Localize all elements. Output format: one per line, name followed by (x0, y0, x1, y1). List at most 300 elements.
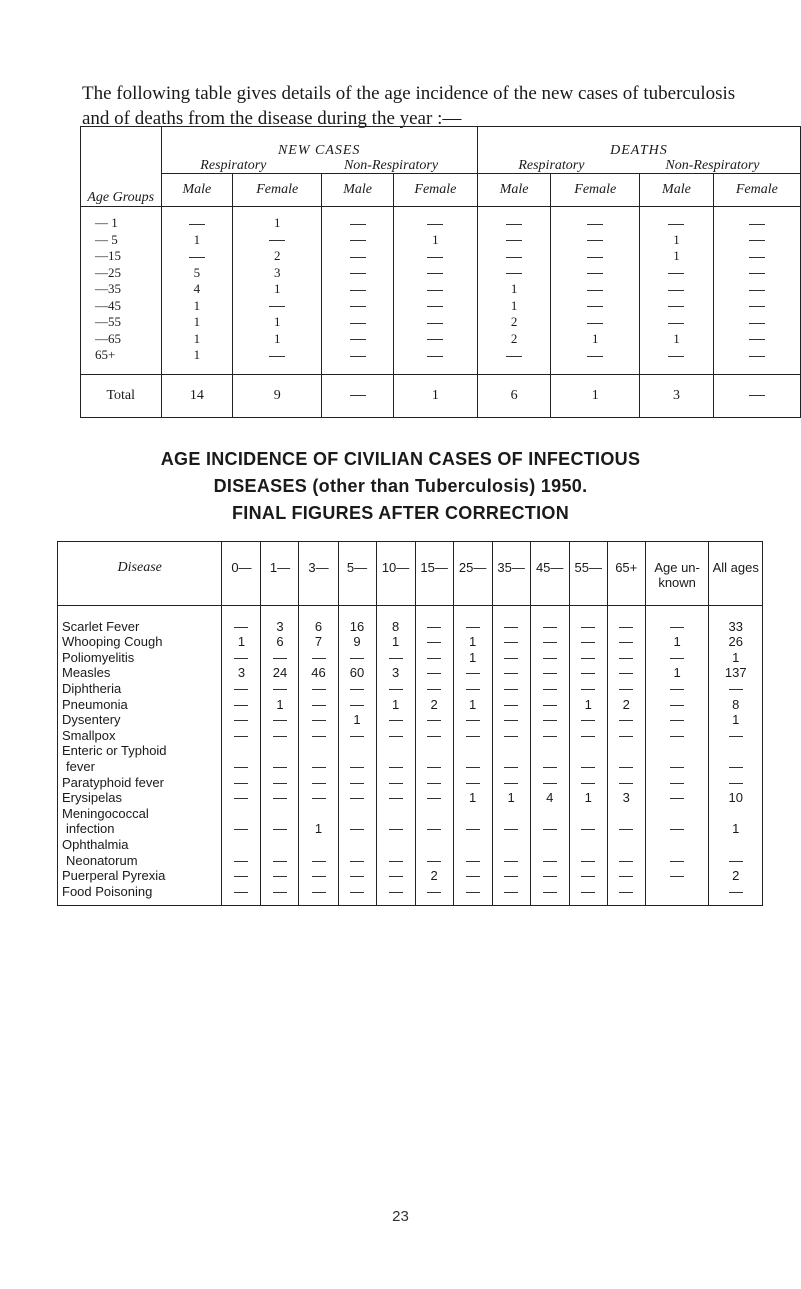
count-cell (492, 649, 530, 665)
disease-name: Ophthalmia (58, 836, 222, 852)
count-cell: 1 (569, 696, 607, 712)
count-cell (530, 758, 569, 774)
dash-mark (234, 658, 248, 659)
dash-mark (389, 689, 403, 690)
value-cell (713, 331, 800, 348)
disease-name: Paratyphoid fever (58, 774, 222, 790)
dash-mark (427, 290, 443, 291)
count-cell: 4 (530, 790, 569, 806)
count-cell (338, 649, 376, 665)
count-cell (453, 821, 492, 837)
count-cell (415, 774, 453, 790)
dash-mark (312, 876, 326, 877)
value-cell (322, 232, 394, 249)
dash-mark (350, 658, 364, 659)
count-cell (376, 712, 415, 728)
dash-mark (234, 892, 248, 893)
dash-mark (670, 720, 684, 721)
dash-mark (749, 224, 765, 225)
dash-mark (269, 356, 285, 357)
dash-mark (581, 861, 595, 862)
dash-mark (312, 689, 326, 690)
age-group-cell: —45 (81, 298, 162, 315)
age-group-cell: —35 (81, 281, 162, 298)
count-cell (607, 665, 645, 681)
count-cell (222, 696, 261, 712)
age-column-header: 15— (415, 542, 453, 606)
dash-mark (619, 861, 633, 862)
dash-mark (427, 642, 441, 643)
count-cell (569, 883, 607, 905)
dash-mark (350, 705, 364, 706)
count-cell (261, 680, 299, 696)
count-cell (261, 774, 299, 790)
dash-mark (670, 689, 684, 690)
count-cell (415, 680, 453, 696)
dash-mark (427, 673, 441, 674)
dash-mark (506, 240, 522, 241)
age-group-cell: 65+ (81, 347, 162, 374)
count-cell (530, 606, 569, 634)
dash-mark (427, 323, 443, 324)
value-cell: 1 (477, 281, 550, 298)
dash-mark (350, 767, 364, 768)
dash-mark (466, 783, 480, 784)
count-cell (530, 868, 569, 884)
dash-mark (427, 257, 443, 258)
count-cell: 24 (261, 665, 299, 681)
count-cell (645, 712, 709, 728)
dash-mark (749, 306, 765, 307)
value-cell (640, 314, 713, 331)
count-cell (492, 836, 530, 852)
count-cell (222, 868, 261, 884)
total-cell (713, 374, 800, 417)
count-cell (492, 727, 530, 743)
count-cell (709, 805, 763, 821)
count-cell (415, 665, 453, 681)
dash-mark (504, 783, 518, 784)
value-cell (393, 298, 477, 315)
dash-mark (350, 290, 366, 291)
sex-column-header: Female (551, 174, 640, 207)
dash-mark (581, 767, 595, 768)
table-row (81, 314, 801, 331)
dash-mark (670, 705, 684, 706)
count-cell (222, 680, 261, 696)
dash-mark (350, 257, 366, 258)
age-column-header: 65+ (607, 542, 645, 606)
value-cell (477, 347, 550, 374)
count-cell (415, 852, 453, 868)
count-cell: 2 (709, 868, 763, 884)
dash-mark (350, 861, 364, 862)
count-cell (415, 790, 453, 806)
count-cell (645, 774, 709, 790)
dash-mark (350, 273, 366, 274)
count-cell (261, 883, 299, 905)
disease-name: Measles (58, 665, 222, 681)
count-cell (492, 758, 530, 774)
age-group-cell: —15 (81, 248, 162, 265)
disease-name: infection (58, 821, 222, 837)
dash-mark (504, 689, 518, 690)
count-cell (222, 649, 261, 665)
count-cell (569, 606, 607, 634)
count-cell (376, 727, 415, 743)
dash-mark (504, 829, 518, 830)
new-cases-header: NEW CASES Respiratory Non-Respiratory (161, 127, 477, 174)
dash-mark (350, 323, 366, 324)
disease-name: Dysentery (58, 712, 222, 728)
value-cell (713, 314, 800, 331)
value-cell (393, 248, 477, 265)
dash-mark (273, 876, 287, 877)
count-cell (645, 883, 709, 905)
count-cell (645, 852, 709, 868)
count-cell (607, 680, 645, 696)
dash-mark (234, 627, 248, 628)
count-cell (338, 868, 376, 884)
table-row (81, 347, 801, 374)
dash-mark (312, 720, 326, 721)
count-cell (299, 883, 338, 905)
count-cell (415, 883, 453, 905)
count-cell (645, 821, 709, 837)
table-row (58, 743, 763, 759)
value-cell (322, 207, 394, 232)
table-row (58, 606, 763, 634)
count-cell (222, 836, 261, 852)
count-cell (415, 712, 453, 728)
value-cell (551, 298, 640, 315)
count-cell (709, 852, 763, 868)
dash-mark (506, 257, 522, 258)
section-title-line3: FINAL FIGURES AFTER CORRECTION (232, 503, 569, 523)
dash-mark (273, 861, 287, 862)
count-cell (530, 649, 569, 665)
count-cell (453, 883, 492, 905)
count-cell (338, 836, 376, 852)
count-cell: 1 (376, 696, 415, 712)
value-cell (551, 347, 640, 374)
infectious-diseases-table (57, 541, 763, 906)
value-cell (551, 265, 640, 282)
count-cell (453, 774, 492, 790)
total-cell: 1 (551, 374, 640, 417)
dash-mark (312, 783, 326, 784)
dash-mark (587, 240, 603, 241)
dash-mark (234, 767, 248, 768)
count-cell: 1 (645, 665, 709, 681)
count-cell (607, 712, 645, 728)
value-cell: 2 (233, 248, 322, 265)
dash-mark (312, 892, 326, 893)
total-row (81, 374, 801, 417)
dash-mark (587, 224, 603, 225)
dash-mark (427, 273, 443, 274)
count-cell: 8 (376, 606, 415, 634)
dash-mark (587, 290, 603, 291)
count-cell (645, 606, 709, 634)
count-cell (222, 712, 261, 728)
dash-mark (466, 767, 480, 768)
count-cell (222, 727, 261, 743)
total-label: Total (81, 374, 162, 417)
dash-mark (427, 829, 441, 830)
count-cell (376, 805, 415, 821)
dash-mark (350, 689, 364, 690)
dash-mark (273, 892, 287, 893)
value-cell (477, 207, 550, 232)
age-groups-header: Age Groups (81, 127, 162, 207)
dash-mark (668, 356, 684, 357)
dash-mark (670, 798, 684, 799)
value-cell (322, 248, 394, 265)
dash-mark (543, 673, 557, 674)
dash-mark (587, 356, 603, 357)
dash-mark (273, 720, 287, 721)
count-cell (338, 805, 376, 821)
dash-mark (619, 736, 633, 737)
dash-mark (668, 273, 684, 274)
dash-mark (466, 627, 480, 628)
dash-mark (466, 829, 480, 830)
dash-mark (273, 798, 287, 799)
count-cell (453, 727, 492, 743)
dash-mark (729, 783, 743, 784)
dash-mark (619, 892, 633, 893)
table-row (81, 265, 801, 282)
value-cell: 1 (161, 232, 233, 249)
age-column-header: 35— (492, 542, 530, 606)
count-cell (338, 758, 376, 774)
count-cell (222, 852, 261, 868)
dash-mark (619, 673, 633, 674)
dash-mark (234, 798, 248, 799)
count-cell (492, 606, 530, 634)
dash-mark (543, 705, 557, 706)
dash-mark (749, 290, 765, 291)
dash-mark (506, 224, 522, 225)
dash-mark (587, 323, 603, 324)
table-row (58, 790, 763, 806)
count-cell (569, 727, 607, 743)
value-cell: 5 (161, 265, 233, 282)
count-cell: 3 (222, 665, 261, 681)
count-cell (299, 712, 338, 728)
count-cell (299, 836, 338, 852)
dash-mark (581, 658, 595, 659)
count-cell (415, 805, 453, 821)
dash-mark (427, 689, 441, 690)
count-cell (338, 680, 376, 696)
count-cell: 1 (709, 821, 763, 837)
age-column-header: 1— (261, 542, 299, 606)
table-row (81, 331, 801, 348)
dash-mark (543, 642, 557, 643)
count-cell (569, 852, 607, 868)
disease-name: Food Poisoning (58, 883, 222, 905)
value-cell (161, 207, 233, 232)
count-cell (492, 634, 530, 650)
count-cell: 3 (261, 606, 299, 634)
count-cell (222, 758, 261, 774)
dash-mark (427, 798, 441, 799)
dash-mark (506, 273, 522, 274)
disease-name: Puerperal Pyrexia (58, 868, 222, 884)
count-cell (709, 774, 763, 790)
dash-mark (670, 783, 684, 784)
count-cell: 33 (709, 606, 763, 634)
value-cell (713, 281, 800, 298)
count-cell (645, 836, 709, 852)
table-row (58, 649, 763, 665)
value-cell (393, 314, 477, 331)
value-cell (161, 248, 233, 265)
dash-mark (670, 627, 684, 628)
count-cell (492, 805, 530, 821)
value-cell (477, 248, 550, 265)
count-cell (607, 774, 645, 790)
age-group-cell: — 1 (81, 207, 162, 232)
count-cell (376, 649, 415, 665)
dash-mark (749, 273, 765, 274)
dash-mark (581, 829, 595, 830)
value-cell (713, 347, 800, 374)
dash-mark (581, 642, 595, 643)
count-cell (645, 790, 709, 806)
age-column-header: 10— (376, 542, 415, 606)
dash-mark (506, 356, 522, 357)
value-cell (640, 347, 713, 374)
dash-mark (619, 829, 633, 830)
dash-mark (350, 395, 366, 396)
dash-mark (466, 673, 480, 674)
dash-mark (504, 642, 518, 643)
count-cell (261, 836, 299, 852)
value-cell: 1 (477, 298, 550, 315)
table-row (58, 868, 763, 884)
value-cell (393, 331, 477, 348)
count-cell (492, 852, 530, 868)
count-cell (492, 883, 530, 905)
dash-mark (466, 736, 480, 737)
count-cell (530, 727, 569, 743)
count-cell (222, 790, 261, 806)
count-cell (299, 696, 338, 712)
table-row (81, 298, 801, 315)
dash-mark (504, 720, 518, 721)
value-cell (233, 232, 322, 249)
count-cell (261, 852, 299, 868)
dash-mark (729, 689, 743, 690)
count-cell (569, 634, 607, 650)
dash-mark (234, 876, 248, 877)
count-cell (569, 680, 607, 696)
sex-column-header: Female (233, 174, 322, 207)
value-cell: 1 (161, 314, 233, 331)
dash-mark (269, 240, 285, 241)
value-cell: 1 (233, 314, 322, 331)
dash-mark (729, 736, 743, 737)
dash-mark (581, 783, 595, 784)
count-cell (530, 821, 569, 837)
age-column-header: 55— (569, 542, 607, 606)
total-cell: 9 (233, 374, 322, 417)
dash-mark (389, 861, 403, 862)
count-cell (376, 758, 415, 774)
dash-mark (389, 829, 403, 830)
dash-mark (619, 720, 633, 721)
count-cell: 1 (709, 712, 763, 728)
count-cell (492, 774, 530, 790)
dash-mark (427, 783, 441, 784)
count-cell (299, 649, 338, 665)
count-cell (261, 758, 299, 774)
value-cell: 1 (640, 248, 713, 265)
value-cell: 1 (161, 298, 233, 315)
count-cell (338, 852, 376, 868)
dash-mark (668, 224, 684, 225)
dash-mark (189, 257, 205, 258)
dash-mark (189, 224, 205, 225)
dash-mark (273, 767, 287, 768)
table-row (58, 696, 763, 712)
dash-mark (350, 356, 366, 357)
dash-mark (273, 783, 287, 784)
dash-mark (427, 861, 441, 862)
value-cell (322, 265, 394, 282)
value-cell (233, 347, 322, 374)
value-cell: 1 (640, 232, 713, 249)
sex-column-header: Female (713, 174, 800, 207)
dash-mark (668, 306, 684, 307)
count-cell: 26 (709, 634, 763, 650)
count-cell (415, 758, 453, 774)
value-cell (551, 248, 640, 265)
dash-mark (389, 720, 403, 721)
dash-mark (543, 720, 557, 721)
dash-mark (466, 861, 480, 862)
disease-name: Whooping Cough (58, 634, 222, 650)
disease-name: Enteric or Typhoid (58, 743, 222, 759)
dash-mark (581, 876, 595, 877)
disease-name: Scarlet Fever (58, 606, 222, 634)
value-cell (393, 347, 477, 374)
dash-mark (670, 876, 684, 877)
dash-mark (670, 767, 684, 768)
dash-mark (273, 736, 287, 737)
dash-mark (312, 861, 326, 862)
count-cell (530, 836, 569, 852)
count-cell (376, 883, 415, 905)
count-cell: 1 (492, 790, 530, 806)
value-cell (477, 232, 550, 249)
count-cell (569, 774, 607, 790)
dash-mark (619, 876, 633, 877)
count-cell (376, 680, 415, 696)
count-cell (645, 649, 709, 665)
count-cell (607, 836, 645, 852)
count-cell (299, 852, 338, 868)
disease-column-header: Disease (58, 542, 222, 606)
count-cell (607, 649, 645, 665)
dash-mark (581, 736, 595, 737)
dash-mark (543, 627, 557, 628)
section-title-line1: AGE INCIDENCE OF CIVILIAN CASES OF INFECTIOUS (160, 449, 641, 469)
dash-mark (350, 798, 364, 799)
